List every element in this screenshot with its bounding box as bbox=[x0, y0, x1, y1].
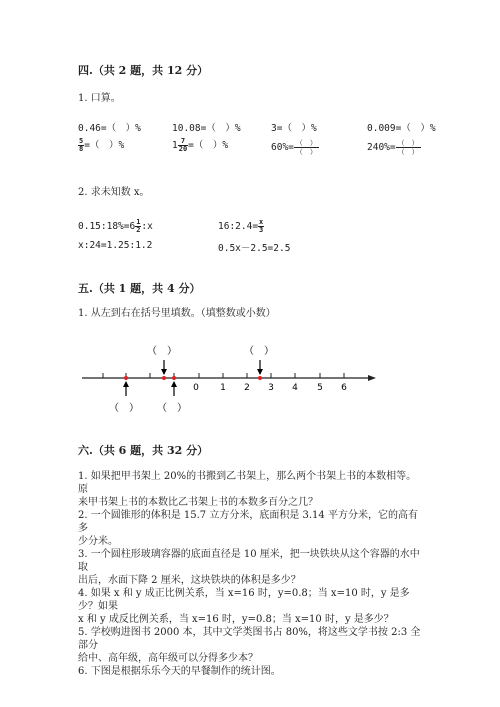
oral-calc-5: $\frac{5}{8}$ =（ ）% bbox=[79, 137, 125, 153]
blank-above-1: （ ） bbox=[147, 346, 177, 357]
fraction-blank: （ ） （ ） bbox=[295, 139, 317, 156]
problem-line: 来甲书架上书的本数比乙书架上书的本数多百分之几？ bbox=[78, 497, 318, 508]
problem-line: 少分米。 bbox=[78, 536, 118, 547]
oral-calc-8: 240%= （ ） （ ） bbox=[367, 139, 419, 156]
problem-line: 2. 一个圆锥形的体积是 15.7 立方分米，底面积是 3.14 平方分米，它的高有多 bbox=[78, 510, 418, 534]
oral-calc-6: 1 $\frac{7}{20}$ =（ ）% bbox=[172, 137, 229, 153]
question-5-1: 1. 从左到右在括号里填数。（填整数或小数） bbox=[78, 308, 276, 319]
fraction: $\frac{x}{3}$ bbox=[259, 218, 264, 234]
point-3 bbox=[172, 376, 176, 380]
point-1 bbox=[124, 376, 128, 380]
problem-line: x 和 y 成反比例关系，当 x=16 时，y=0.8；当 x=10 时，y 是多少？ bbox=[78, 614, 394, 625]
fraction: $\frac{7}{20}$ bbox=[178, 137, 188, 153]
section-4-title: 四.（共 2 题，共 12 分） bbox=[78, 64, 209, 77]
arrow-head bbox=[257, 369, 263, 375]
equation-2: 16:2.4= $\frac{x}{3}$ bbox=[218, 218, 264, 234]
problem-line: 5. 学校购进图书 2000 本，其中文学类图书占 80%，将这些文学书按 2:3 全部分 bbox=[78, 627, 421, 651]
arrow-head bbox=[171, 381, 177, 387]
blank-above-2: （ ） bbox=[244, 346, 274, 357]
equation-4: 0.5x－2.5=2.5 bbox=[218, 243, 291, 254]
section-6-title: 六.（共 6 题，共 32 分） bbox=[78, 444, 209, 457]
fraction-blank: （ ） （ ） bbox=[397, 139, 419, 156]
oral-calc-1: 0.46=（ ）% bbox=[78, 123, 141, 134]
arrow-head bbox=[161, 369, 167, 375]
question-1-label: 1. 口算。 bbox=[78, 93, 121, 104]
problem-line: 3. 一个圆柱形玻璃容器的底面直径是 10 厘米，把一块铁块从这个容器的水中取 bbox=[78, 549, 420, 573]
oral-calc-4: 0.009=（ ）% bbox=[367, 123, 436, 134]
problem-line: 给中、高年级，高年级可以分得多少本？ bbox=[78, 653, 258, 664]
tick-label-0: 0 bbox=[193, 383, 199, 393]
word-problems bbox=[78, 470, 423, 678]
oral-calc-7: 60%= （ ） （ ） bbox=[271, 139, 317, 156]
tick-label-6: 6 bbox=[341, 383, 347, 393]
axis-arrow bbox=[368, 375, 376, 381]
tick-label-2: 2 bbox=[244, 383, 250, 393]
problem-line: 出后，水面下降 2 厘米，这块铁块的体积是多少？ bbox=[78, 575, 301, 586]
oral-calc-3: 3=（ ）% bbox=[271, 123, 317, 134]
ticks bbox=[103, 373, 344, 378]
oral-calc-2: 10.08=（ ）% bbox=[172, 123, 241, 134]
problem-line: 6. 下图是根据乐乐今天的早餐制作的统计图。 bbox=[78, 666, 281, 677]
tick-label-5: 5 bbox=[317, 383, 323, 393]
fraction: $\frac{1}{2}$ bbox=[136, 218, 141, 234]
equation-1: 0.15:18%=6 $\frac{1}{2}$ :x bbox=[78, 218, 153, 234]
question-2-label: 2. 求未知数 x。 bbox=[78, 187, 150, 198]
equation-3: x:24=1.25:1.2 bbox=[78, 240, 153, 251]
tick-label-3: 3 bbox=[268, 383, 274, 393]
number-line bbox=[70, 340, 390, 420]
problem-line: 1. 如果把甲书架上 20%的书搬到乙书架上，那么两个书架上书的本数相等。原 bbox=[78, 471, 417, 495]
blank-below-2: （ ） bbox=[157, 403, 187, 414]
arrow-head bbox=[123, 381, 129, 387]
fraction: $\frac{5}{8}$ bbox=[79, 137, 84, 153]
point-4 bbox=[258, 376, 262, 380]
section-5-title: 五.（共 1 题，共 4 分） bbox=[78, 282, 201, 295]
problem-line: 4. 如果 x 和 y 成正比例关系，当 x=16 时，y=0.8；当 x=10 时，y 是多少？如果 bbox=[78, 588, 410, 612]
point-2 bbox=[162, 376, 166, 380]
blank-below-1: （ ） bbox=[109, 403, 139, 414]
tick-label-1: 1 bbox=[220, 383, 226, 393]
tick-label-4: 4 bbox=[292, 383, 298, 393]
